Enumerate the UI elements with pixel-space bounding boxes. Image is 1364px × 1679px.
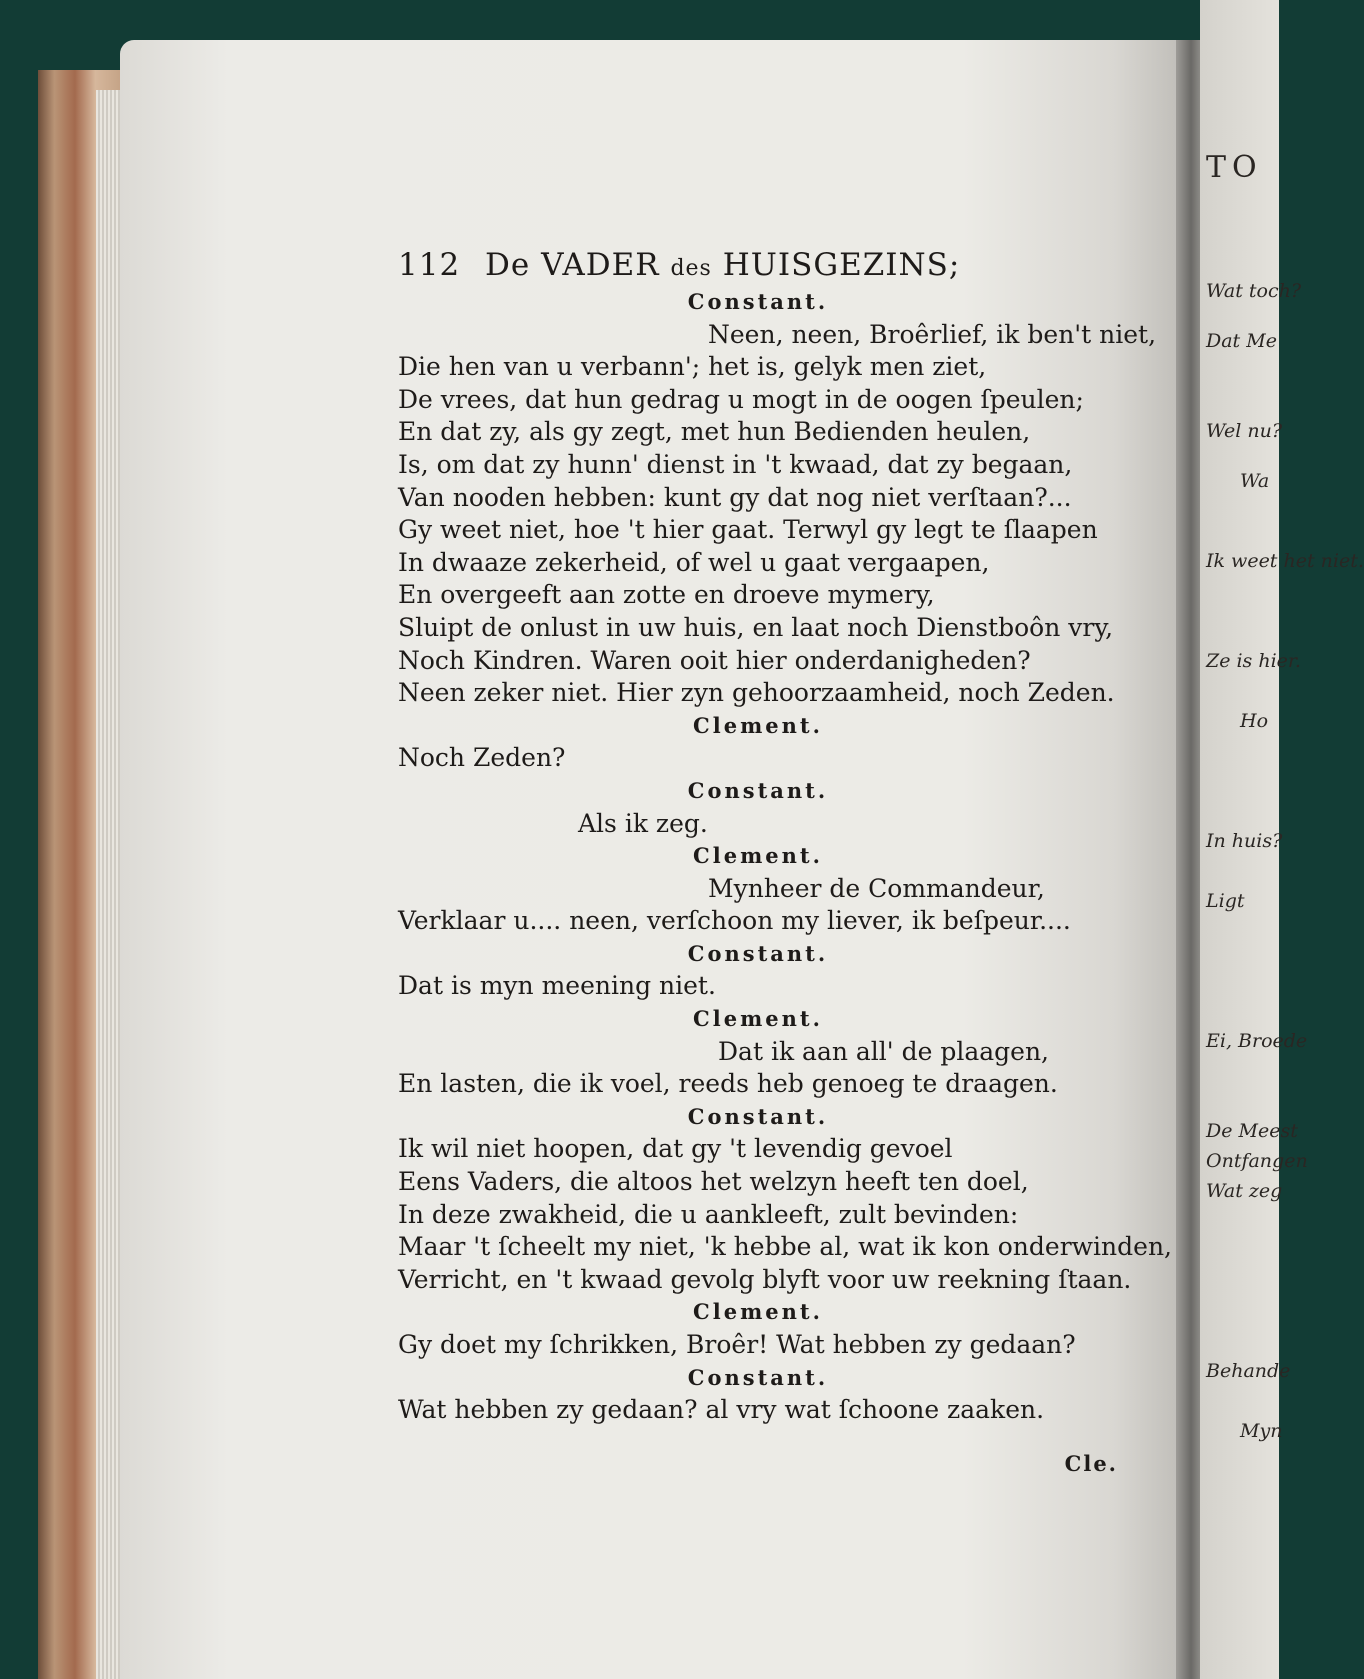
catchword: Cle. (1064, 1450, 1118, 1476)
verse-line: Gy doet my ſchrikken, Broêr! Wat hebben zy gedaan? (398, 1330, 1076, 1359)
running-title-part2: des (670, 256, 712, 281)
running-title-part1: De VADER (485, 247, 660, 283)
facing-page-fragment: In huis? (1206, 830, 1283, 852)
speaker-name: Clement. (693, 1299, 823, 1325)
verse-line: Dat ik aan all' de plaagen, (718, 1036, 1050, 1066)
running-header (398, 244, 1118, 286)
verse-lines (398, 286, 1172, 1427)
verse-line: Sluipt de onlust in uw huis, en laat noch Dienstboôn vry, (398, 612, 1114, 642)
facing-page-fragment: Ik weet het niet. (1206, 550, 1364, 572)
verse-line: Ik wil niet hoopen, dat gy 't levendig gevoel (398, 1134, 953, 1164)
verse-line: De vrees, dat hun gedrag u mogt in de oogen ſpeulen; (398, 384, 1084, 414)
verse-line: Gy weet niet, hoe 't hier gaat. Terwyl gy legt te ſlaapen (398, 515, 1098, 545)
facing-page-fragment: Ze is hier. (1206, 650, 1301, 672)
verse-line: Is, om dat zy hunn' dienst in 't kwaad, dat zy begaan, (398, 449, 1073, 479)
facing-page-fragment: Wel nu? (1206, 420, 1282, 442)
verse-line: Neen zeker niet. Hier zyn gehoorzaamheid, noch Zeden. (398, 678, 1115, 708)
facing-page-fragment: Ei, Broede (1206, 1030, 1308, 1052)
facing-page-fragment: De Meest (1206, 1120, 1298, 1142)
facing-page-fragment: Ho (1240, 710, 1269, 732)
verse-line: En overgeeft aan zotte en droeve mymery, (398, 580, 935, 610)
speaker-name: Clement. (693, 1006, 823, 1032)
running-title-part3: HUISGEZINS; (722, 247, 961, 283)
verse-line: Van nooden hebben: kunt gy dat nog niet verſtaan?... (398, 482, 1072, 512)
facing-page-fragment: Ontfangen (1206, 1150, 1308, 1172)
verse-line: Wat hebben zy gedaan? al vry wat ſchoone zaaken. (398, 1395, 1045, 1425)
verse-line: En lasten, die ik voel, reeds heb genoeg te draagen. (398, 1069, 1058, 1099)
verse-line: En dat zy, als gy zegt, met hun Bedienden heulen, (398, 417, 1031, 447)
speaker-name: Clement. (693, 843, 823, 869)
facing-page-fragment: Wat zeg (1206, 1180, 1283, 1202)
verse-line: Die hen van u verbann'; het is, gelyk men ziet, (398, 352, 987, 382)
facing-page-fragment: Myn (1240, 1420, 1283, 1442)
verse-line: Als ik zeg. (578, 808, 708, 838)
speaker-name: Constant. (687, 1364, 829, 1390)
verse-line: Noch Zeden? (398, 743, 566, 773)
page-text (398, 244, 1172, 1476)
verse-line: Dat is myn meening niet. (398, 971, 716, 1001)
facing-page-fragment: Ligt (1206, 890, 1245, 912)
facing-page-fragment: TO (1206, 150, 1263, 185)
speaker-name: Constant. (687, 1103, 829, 1129)
facing-page-fragment: Dat Me (1206, 330, 1277, 352)
verse-line: Verricht, en 't kwaad gevolg blyft voor uw reekning ſtaan. (398, 1264, 1132, 1294)
verse-line: Mynheer de Commandeur, (708, 873, 1045, 903)
facing-page-fragment: Behande (1206, 1360, 1291, 1382)
facing-page-fragment: Wat toch? (1206, 280, 1302, 302)
verse-line: Noch Kindren. Waren ooit hier onderdanigheden? (398, 645, 1031, 675)
facing-page (1200, 0, 1364, 1679)
speaker-name: Constant. (687, 940, 829, 966)
verse-line: Verklaar u.... neen, verſchoon my liever, ik beſpeur.... (398, 906, 1071, 936)
verse-line: In dwaaze zekerheid, of wel u gaat vergaapen, (398, 547, 990, 577)
speaker-name: Constant. (687, 289, 829, 314)
verse-line: Neen, neen, Broêrlief, ik ben't niet, (708, 319, 1157, 349)
verse-line: Maar 't ſcheelt my niet, 'k hebbe al, wat ik kon onderwinden, (398, 1232, 1172, 1262)
page-number: 112 (398, 247, 461, 283)
speaker-name: Constant. (687, 777, 829, 803)
facing-page-fragment: Wa (1240, 470, 1270, 492)
speaker-name: Clement. (693, 712, 823, 738)
verse-line: In deze zwakheid, die u aankleeft, zult bevinden: (398, 1199, 1019, 1229)
verse-line: Eens Vaders, die altoos het welzyn heeft ten doel, (398, 1167, 1029, 1197)
